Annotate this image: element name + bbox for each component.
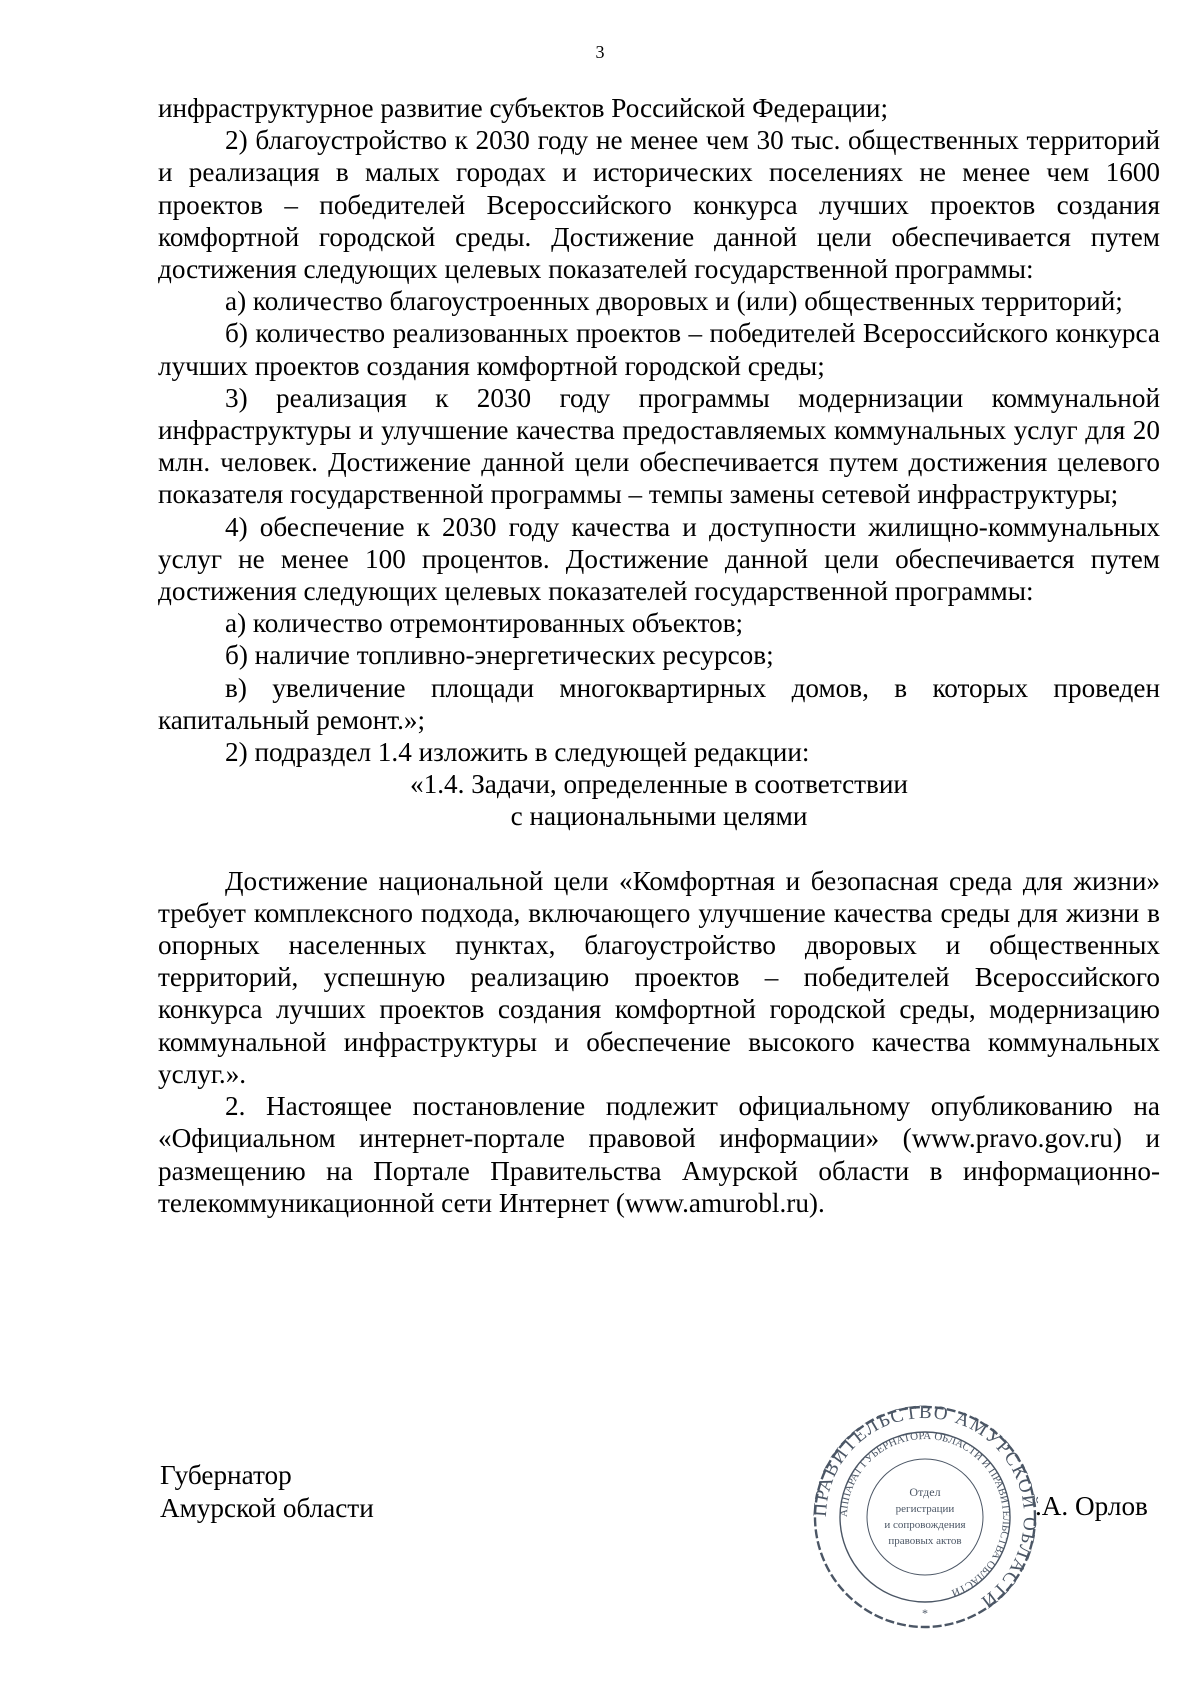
section-heading: «1.4. Задачи, определенные в соответствии [410,769,908,800]
signatory-region: Амурской области [160,1492,374,1523]
paragraph: 4) обеспечение к 2030 году качества и доступности жилищно-коммунальных услуг не менее 100 процентов. Достижение данной цели обеспечивается путем достижения следующих целевых показателей государственной программы: [158,511,1160,607]
official-stamp [812,1404,1038,1630]
stamp-center-line: правовых актов [888,1535,962,1547]
paragraph: 2) благоустройство к 2030 году не менее чем 30 тыс. общественных территорий и реализация в малых городах и исторических поселениях не менее чем 1600 проектов – победителей Всероссийского конкурса лучших проектов создания комфортной городской среды. Достижение данной цели обеспечивается путем достижения следующих целевых показателей государственной программы: [158,125,1160,285]
paragraph: а) количество отремонтированных объектов; [225,608,744,639]
paragraph: 2) подраздел 1.4 изложить в следующей редакции: [225,737,810,768]
stamp-inner-text: АППАРАТ ГУБЕРНАТОРА ОБЛАСТИ И ПРАВИТЕЛЬСТВА ОБЛАСТИ [837,1429,1013,1600]
section-heading: с национальными целями [510,801,808,832]
paragraph: б) наличие топливно-энергетических ресурсов; [225,640,774,671]
paragraph: инфраструктурное развитие субъектов Российской Федерации; [158,93,889,123]
paragraph: 3) реализация к 2030 году программы модернизации коммунальной инфраструктуры и улучшение качества предоставляемых коммунальных услуг для 20 млн. человек. Достижение данной цели обеспечивается путем достижения целевого показателя государственной программы – темпы замены сетевой инфраструктуры; [158,382,1160,510]
paragraph: Достижение национальной цели «Комфортная и безопасная среда для жизни» требует комплексного подхода, включающего улучшение качества среды для жизни в опорных населенных пунктах, благоустройство дворовых и общественных территорий, успешную реализацию проектов – победителей Всероссийского конкурса лучших проектов создания комфортной городской среды, модернизацию коммунальной инфраструктуры и обеспечение высокого качества коммунальных услуг.». [158,865,1160,1089]
paragraph: в) увеличение площади многоквартирных домов, в которых проведен капитальный ремонт.»; [158,672,1160,735]
paragraph: а) количество благоустроенных дворовых и (или) общественных территорий; [225,286,1123,317]
page-number: 3 [595,42,605,62]
paragraph: б) количество реализованных проектов – победителей Всероссийского конкурса лучших проектов создания комфортной городской среды; [158,318,1160,381]
stamp-center-line: Отдел [909,1485,941,1499]
stamp-center-line: регистрации [895,1503,955,1515]
signatory-title: Губернатор [160,1460,292,1490]
stamp-outer-text: РАВИТЕЛЬСТВО АМУРСКОЙ БЛАСТИ [812,1404,1038,1613]
stamp-center-line: и сопровождения [884,1519,966,1531]
svg-text:*: * [922,1606,928,1620]
paragraph: 2. Настоящее постановление подлежит официальному опубликованию на «Официальном интернет-портале правовой информации» (www.pravo.gov.ru) и размещению на Портале Правительства Амурской области в информационно-телекоммуникационной сети Интернет (www.amurobl.ru). [158,1091,1160,1218]
document-body [158,92,1160,1219]
signatory-position [160,1459,374,1524]
signatory-name: .А. Орлов [1035,1491,1148,1521]
